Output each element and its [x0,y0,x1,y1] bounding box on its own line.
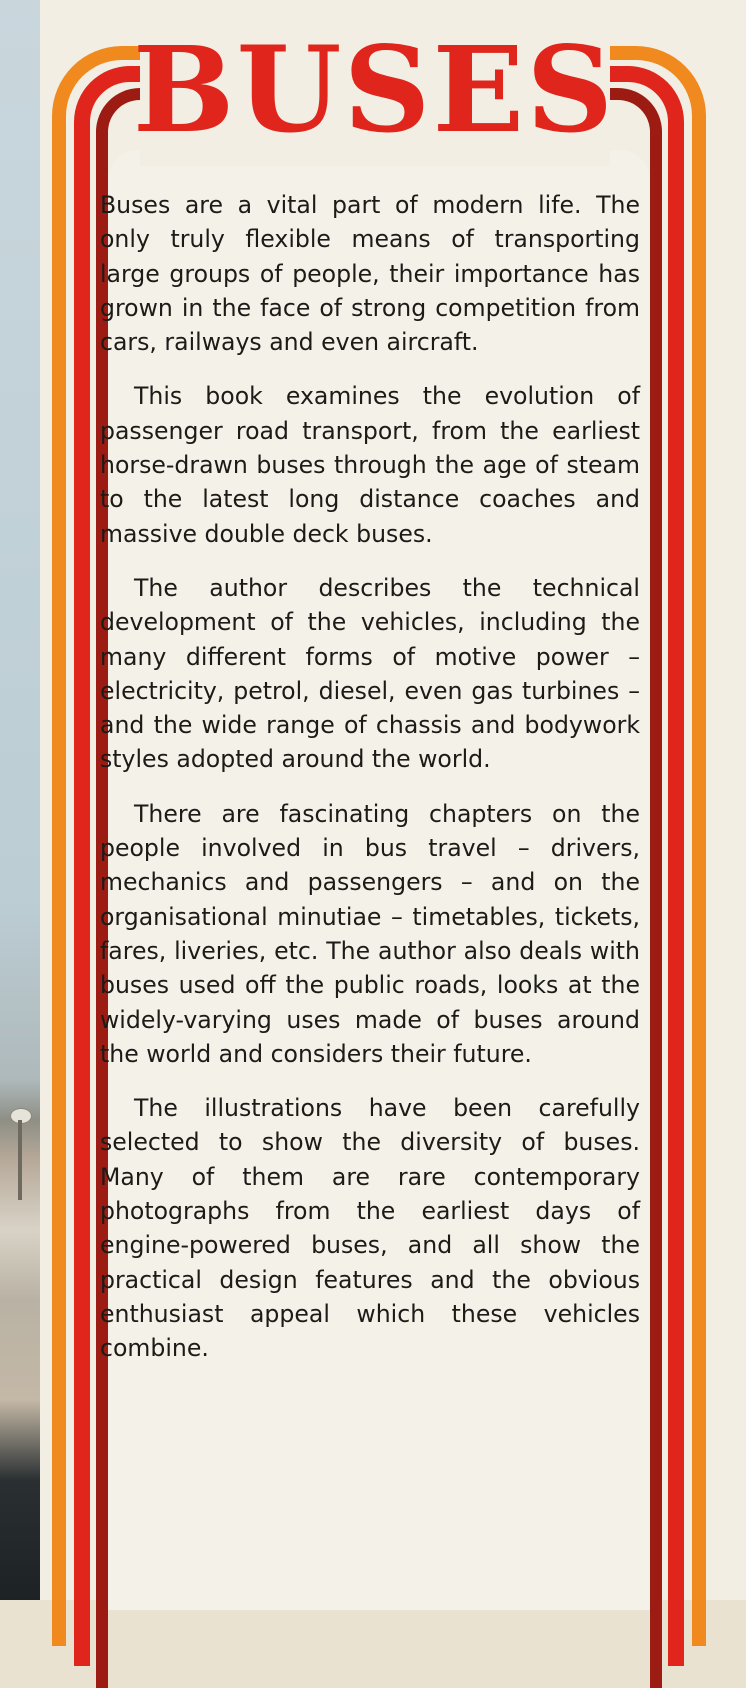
blurb-paragraph-5: The illustrations have been carefully selected to show the diversity of buses. Many of them are rare contemporary photographs from the earliest days of engine-powered buses, and all show the practical design features and the obvious enthusiast appeal which these vehicles combine. [100,1094,640,1363]
book-title: BUSES [132,20,616,159]
blurb-paragraph-4: There are fascinating chapters on the people involved in bus travel – drivers, mechanics and passengers – and on the organisational minutiae – timetables, tickets, fares, liveries, etc. The author also deals with buses used off the public roads, looks at the widely-varying uses made of buses around the world and considers their future. [100,799,640,1068]
lamp-pole-image [18,1120,22,1200]
cover-photo-edge [0,0,41,1600]
blurb-paragraph-2: This book examines the evolution of passenger road transport, from the earliest horse-drawn buses through the age of steam to the latest long distance coaches and massive double deck buses. [100,382,640,548]
blurb-paragraph-3: The author describes the technical development of the vehicles, including the many different forms of motive power – electricity, petrol, diesel, even gas turbines – and the wide range of chassis and bodywork styles adopted around the world. [100,573,640,774]
blurb-paragraph-1: Buses are a vital part of modern life. The only truly flexible means of transporting large groups of people, their importance has grown in the face of strong competition from cars, railways and even aircraft. [100,191,640,357]
blurb-text [100,188,640,1386]
